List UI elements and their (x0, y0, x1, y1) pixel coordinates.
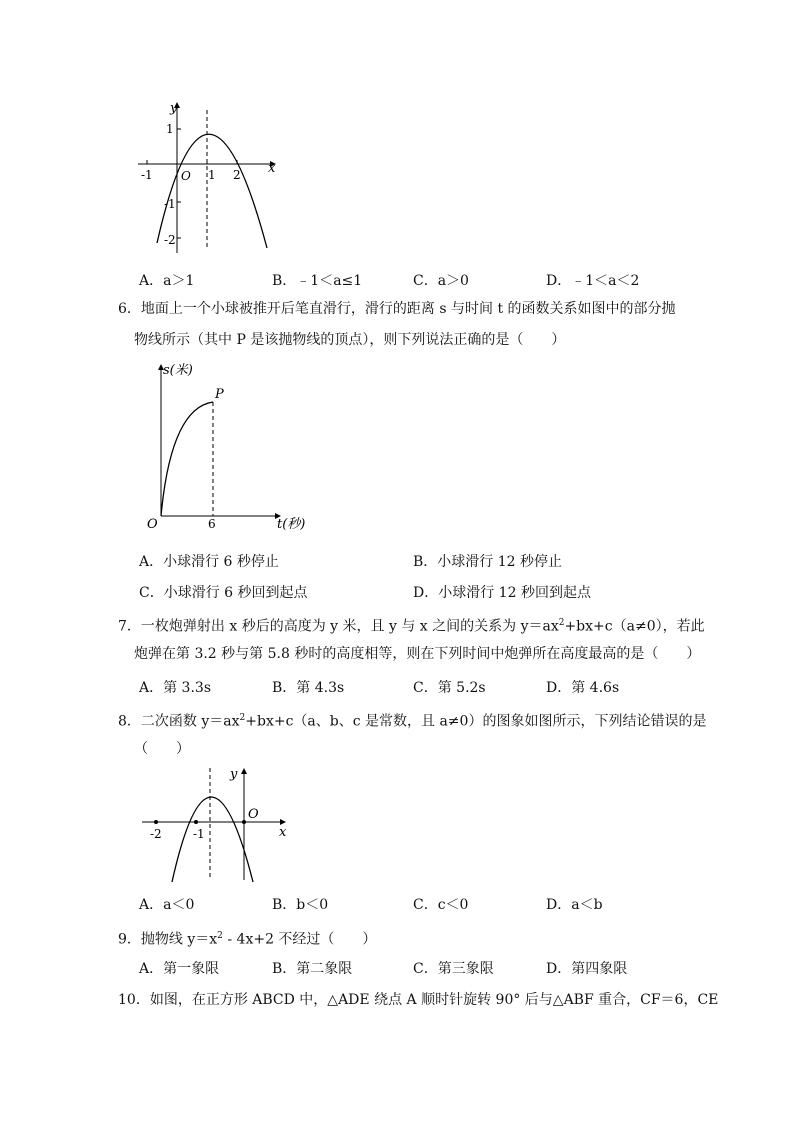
q8-stem-line1 (118, 706, 706, 734)
q8-graph (138, 762, 298, 884)
q9-option-d[interactable]: D．第四象限 (546, 961, 628, 977)
q8-point-neg2 (154, 820, 158, 824)
q7-option-c[interactable]: C．第 5.2s (413, 680, 486, 696)
q6-vertex-label: P (215, 387, 224, 402)
q8-point-neg1 (194, 820, 198, 824)
q5-option-b[interactable]: B．﹣1＜a≤1 (272, 273, 363, 289)
q8-option-b[interactable]: B．b＜0 (272, 897, 329, 913)
q5-tick-y-1: 1 (166, 122, 174, 136)
q8-option-d[interactable]: D．a＜b (546, 897, 603, 913)
q8-tick-neg1: -1 (193, 827, 205, 841)
q5-option-c[interactable]: C．a＞0 (413, 273, 469, 289)
q7-stem-line2: 炮弹在第 3.2 秒与第 5.8 秒时的高度相等，则在下列时间中炮弹所在高度最高的是（ ） (134, 646, 701, 662)
q7-option-d[interactable]: D．第 4.6s (546, 680, 620, 696)
q10-stem-line1: 10．如图，在正方形 ABCD 中，△ADE 绕点 A 顺时针旋转 90° 后与△ABF 重合，CF＝6，CE (118, 992, 719, 1008)
q5-tick-y-neg2: -2 (164, 233, 176, 247)
q5-origin-label: O (181, 169, 191, 183)
q5-y-label: y (170, 101, 178, 116)
q8-stem-line2: （ ） (134, 741, 190, 757)
q6-stem-line2: 物线所示（其中 P 是该抛物线的顶点），则下列说法正确的是（ ） (134, 332, 566, 348)
q8-figure (138, 762, 298, 884)
q8-exponent: 2 (239, 713, 246, 723)
q8-origin-label: O (248, 807, 259, 822)
q9-stem-part2: - 4x+2 不经过（ ） (222, 931, 377, 948)
q7-stem-line1 (118, 611, 705, 639)
q6-graph (135, 358, 325, 538)
q7-stem-part2: +bx+c（a≠0），若此 (564, 618, 705, 635)
q5-option-d[interactable]: D．﹣1＜a＜2 (546, 273, 640, 289)
q7-stem-part1: 7．一枚炮弹射出 x 秒后的高度为 y 米，且 y 与 x 之间的关系为 y＝ax (118, 618, 559, 635)
q9-stem-line1 (118, 924, 376, 952)
q6-option-b[interactable]: B．小球滑行 12 秒停止 (413, 554, 563, 570)
q5-parabola-curve (157, 134, 267, 248)
q5-graph (130, 98, 280, 258)
q9-exponent: 2 (217, 931, 223, 941)
q5-tick-y-neg1: -1 (164, 197, 176, 211)
q5-parabola-figure (130, 98, 280, 258)
q9-option-a[interactable]: A．第一象限 (139, 961, 220, 977)
q8-stem-part2: +bx+c（a、b、c 是常数，且 a≠0）的图象如图所示，下列结论错误的是 (245, 713, 707, 730)
q8-option-a[interactable]: A．a＜0 (139, 897, 195, 913)
q5-tick-x-1: 1 (208, 168, 216, 182)
q5-tick-x-2: 2 (233, 168, 241, 182)
q6-x-label: t(秒) (277, 517, 306, 532)
q7-option-a[interactable]: A．第 3.3s (139, 680, 212, 696)
q9-stem-part1: 9．抛物线 y＝x (118, 931, 218, 948)
q8-point-origin (242, 820, 246, 824)
q9-option-c[interactable]: C．第三象限 (413, 961, 494, 977)
q6-option-a[interactable]: A．小球滑行 6 秒停止 (139, 554, 279, 570)
q8-tick-neg2: -2 (150, 827, 162, 841)
q8-stem-part1: 8．二次函数 y＝ax (118, 713, 240, 730)
q5-option-a[interactable]: A．a＞1 (139, 273, 195, 289)
q6-origin-label: O (147, 517, 158, 532)
q6-y-label: s(米) (163, 363, 193, 378)
q8-x-label: x (279, 825, 287, 840)
q8-option-c[interactable]: C．c＜0 (413, 897, 469, 913)
q6-option-c[interactable]: C．小球滑行 6 秒回到起点 (139, 585, 308, 601)
q5-tick-x-neg1: -1 (141, 168, 153, 182)
q8-y-label: y (230, 767, 238, 782)
q7-exponent: 2 (558, 618, 565, 628)
q5-x-label: x (268, 161, 276, 176)
q6-figure (135, 358, 325, 538)
q6-tick-6: 6 (208, 517, 216, 531)
q8-parabola-curve (172, 797, 253, 882)
q6-stem-line1: 6．地面上一个小球被推开后笔直滑行，滑行的距离 s 与时间 t 的函数关系如图中的部分抛 (118, 301, 676, 317)
q6-curve (161, 402, 213, 516)
q6-option-d[interactable]: D．小球滑行 12 秒回到起点 (413, 585, 591, 601)
q9-option-b[interactable]: B．第二象限 (272, 961, 353, 977)
q7-option-b[interactable]: B．第 4.3s (272, 680, 345, 696)
